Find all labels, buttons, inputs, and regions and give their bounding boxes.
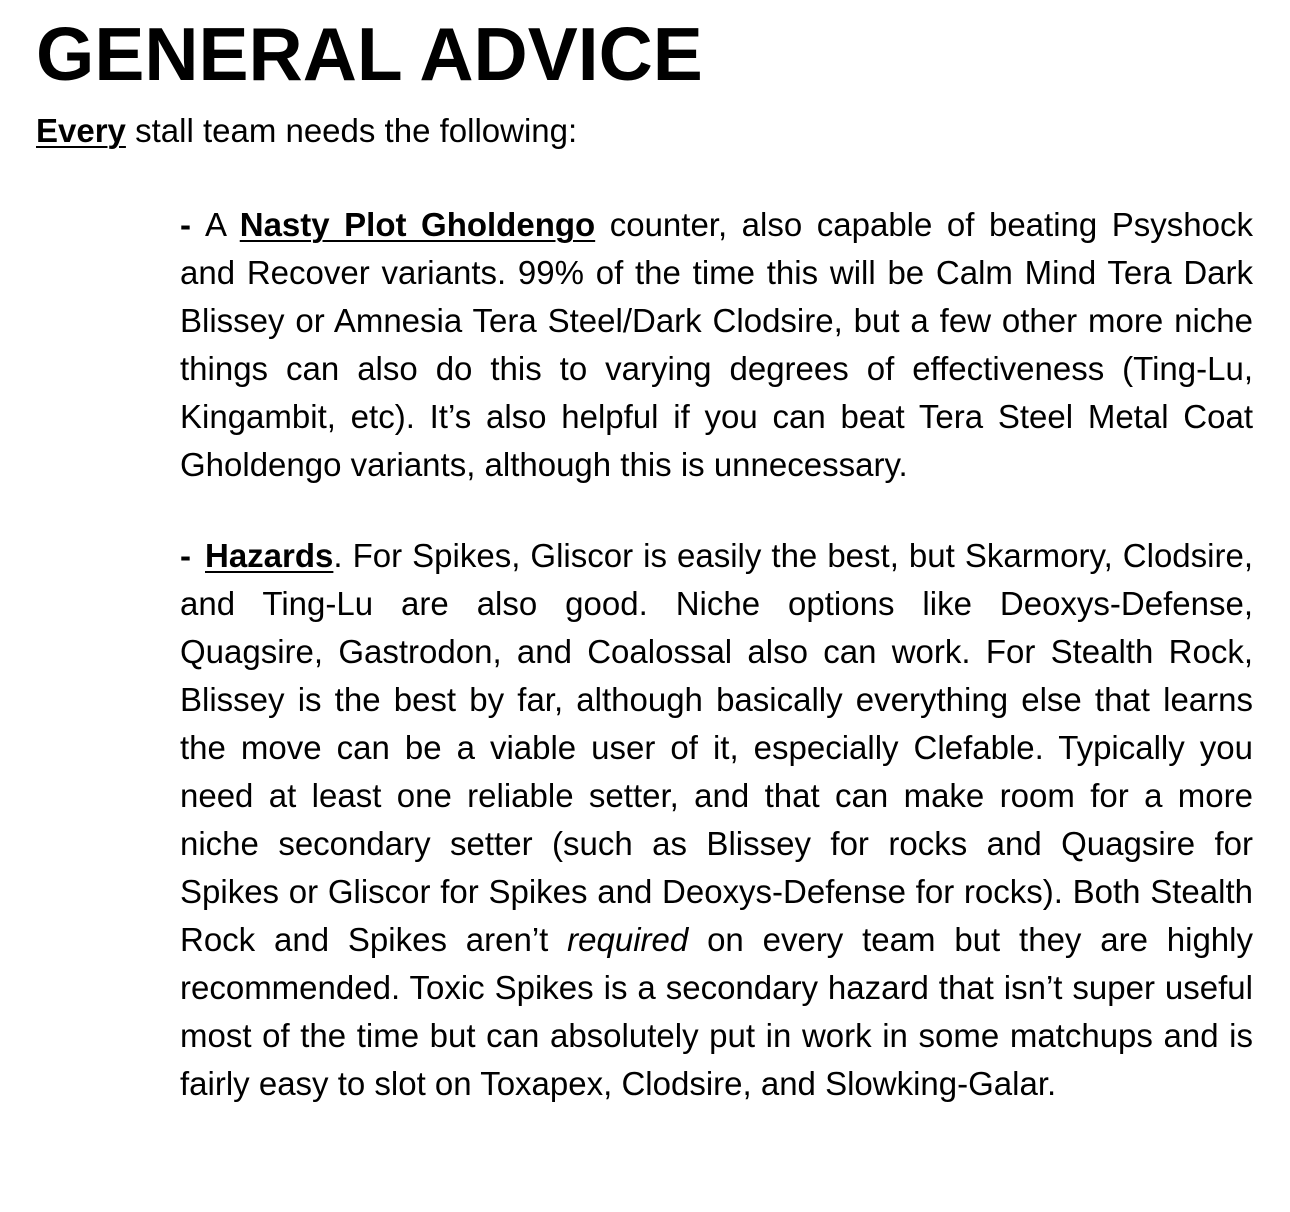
bullet-text: . For Spikes, Gliscor is easily the best, but Skarmory, Clodsire, and Ting-Lu are also good. Niche options like Deoxys-Defense, Quagsire, Gastrodon, and Coalossal also can work. For Stealth Rock, Blissey is the best by far, although basically everything else that learns the move can be a viable user of it, especially Clefable. Typically you need at least one reliable setter, and that can make room for a more niche secondary setter (such as Blissey for rocks and Quagsire for Spikes or Gliscor for Spikes and Deoxys-Defense for rocks). Both Stealth Rock and Spikes aren’t [180,537,1253,958]
bullet-lead: A [205,206,240,243]
bullet-gholdengo-counter [180,201,1253,489]
bullet-dash: - [180,537,191,574]
bullet-text-continued: on every team but they are highly recommended. Toxic Spikes is a secondary hazard that isn’t super useful most of the time but can absolutely put in work in some matchups and is fairly easy to slot on Toxapex, Clodsire, and Slowking-Galar. [180,921,1253,1102]
bullet-hazards [180,532,1253,1108]
page-title: GENERAL ADVICE [36,12,703,96]
bullet-italic-text: required [567,921,689,958]
bullet-dash: - [180,206,191,243]
document-page [36,0,1254,1108]
intro-line [36,111,1254,151]
intro-text: stall team needs the following: [125,112,578,149]
bullet-keyword: Hazards [205,537,334,574]
intro-emphasis: Every [36,112,126,149]
bullet-keyword: Nasty Plot Gholdengo [239,206,596,243]
bullet-text: counter, also capable of beating Psyshock and Recover variants. 99% of the time this will be Calm Mind Tera Dark Blissey or Amnesia Tera Steel/Dark Clodsire, but a few other more niche things can also do this to varying degrees of effectiveness (Ting-Lu, Kingambit, etc). It’s also helpful if you can beat Tera Steel Metal Coat Gholdengo variants, although this is unnecessary. [180,206,1253,483]
